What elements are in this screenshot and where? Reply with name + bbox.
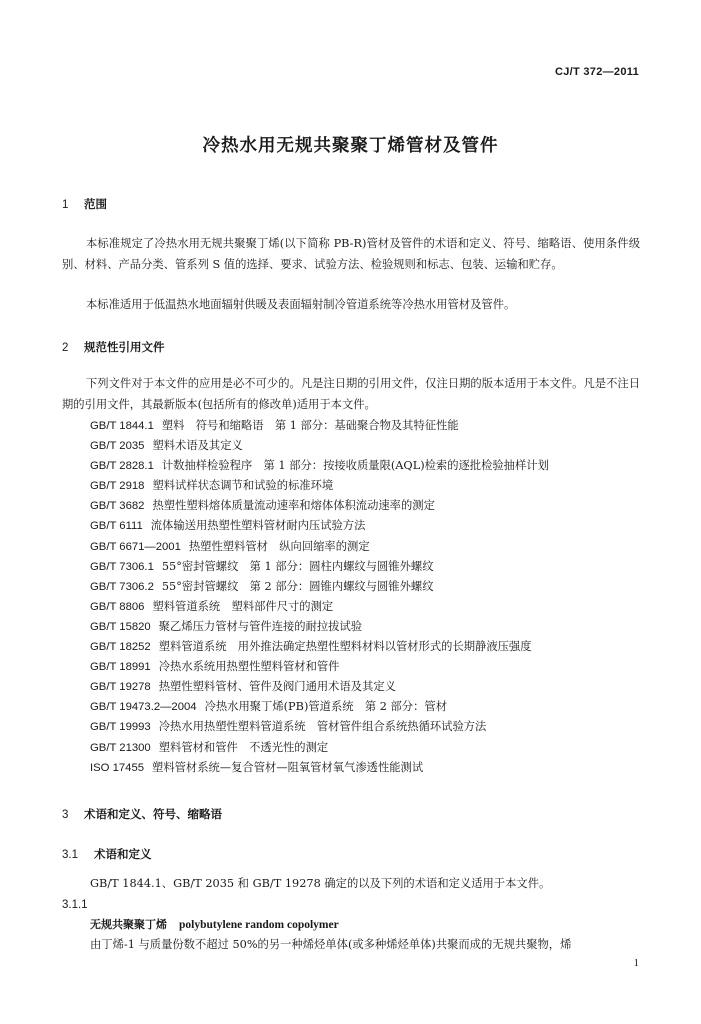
section-3-1-number: 3.1 [62,849,78,861]
reference-code: GB/T 6671—2001 [90,540,181,553]
section-2-number: 2 [62,342,69,354]
section-1-title: 范围 [84,197,107,211]
reference-code: GB/T 19473.2—2004 [90,701,197,714]
reference-title: 塑料管道系统 塑料部件尺寸的测定 [152,599,334,613]
section-1-paragraph-2: 本标准适用于低温热水地面辐射供暖及表面辐射制冷管道系统等冷热水用管材及管件。 [86,298,516,311]
reference-title: 热塑性塑料管材 纵向回缩率的测定 [188,539,370,553]
section-1-number: 1 [62,199,69,211]
reference-title: 流体输送用热塑性塑料管材耐内压试验方法 [150,519,366,533]
reference-code: GB/T 15820 [90,620,151,633]
reference-code: ISO 17455 [90,761,145,774]
reference-item [90,717,549,737]
section-3-1-intro: GB/T 1844.1、GB/T 2035 和 GB/T 19278 确定的以及下列的术语和定义适用于本文件。 [90,877,551,890]
reference-title: 冷热水用聚丁烯(PB)管道系统 第 2 部分：管材 [204,700,447,714]
section-3-1-heading [62,846,152,862]
section-2-intro: 下列文件对于本文件的应用是必不可少的。凡是注日期的引用文件，仅注日期的版本适用于本文件。凡是不注日期的引用文件，其最新版本(包括所有的修改单)适用于本文件。 [62,377,640,411]
reference-title: 塑料术语及其定义 [152,439,243,453]
section-3-1-1-number: 3.1.1 [62,899,88,911]
reference-item [90,597,549,617]
section-3-number: 3 [62,809,69,821]
section-3-title: 术语和定义、符号、缩略语 [84,807,222,821]
reference-item [90,677,549,697]
standard-code: CJ/T 372—2011 [554,66,639,78]
reference-title: 热塑性塑料熔体质量流动速率和熔体体积流动速率的测定 [152,499,435,513]
document-title: 冷热水用无规共聚聚丁烯管材及管件 [202,136,499,156]
reference-code: GB/T 2918 [90,480,145,493]
reference-list [90,416,549,778]
section-3-1-title: 术语和定义 [94,847,152,861]
reference-item [90,617,549,637]
reference-item [90,637,549,657]
term-english: polybutylene random copolymer [179,919,339,931]
term-chinese: 无规共聚聚丁烯 [90,918,167,931]
reference-item [90,758,549,778]
reference-item [90,456,549,476]
reference-code: GB/T 3682 [90,500,145,513]
reference-code: GB/T 21300 [90,741,151,754]
reference-title: 计数抽样检验程序 第 1 部分：按接收质量限(AQL)检索的逐批检验抽样计划 [161,459,549,473]
reference-item [90,516,549,536]
reference-title: 冷热水系统用热塑性塑料管材和管件 [158,660,340,674]
section-2-title: 规范性引用文件 [84,340,165,354]
reference-item [90,436,549,456]
reference-code: GB/T 18252 [90,641,151,654]
reference-title: 55°密封管螺纹 第 1 部分：圆柱内螺纹与圆锥外螺纹 [161,559,434,573]
reference-item [90,697,549,717]
reference-item [90,738,549,758]
reference-title: 冷热水用热塑性塑料管道系统 管材管件组合系统热循环试验方法 [158,720,487,734]
page-number: 1 [633,957,639,969]
reference-title: 热塑性塑料管材、管件及阀门通用术语及其定义 [158,680,396,694]
reference-code: GB/T 19993 [90,721,151,734]
reference-title: 塑料试样状态调节和试验的标准环境 [152,479,334,493]
section-1-paragraph-1: 本标准规定了冷热水用无规共聚聚丁烯(以下简称 PB-R)管材及管件的术语和定义、符号、缩略语、使用条件级别、材料、产品分类、管系列 S 值的选择、要求、试验方法、检验规则和标志、包装、运输和贮存。 [62,237,640,271]
reference-title: 55°密封管螺纹 第 2 部分：圆锥内螺纹与圆锥外螺纹 [161,579,434,593]
reference-code: GB/T 19278 [90,681,151,694]
reference-code: GB/T 2828.1 [90,460,154,473]
reference-title: 塑料 符号和缩略语 第 1 部分：基础聚合物及其特征性能 [161,419,459,432]
reference-item [90,577,549,597]
reference-item [90,557,549,577]
reference-item [90,537,549,557]
reference-item [90,496,549,516]
reference-title: 塑料管材系统—复合管材—阻氧管材氧气渗透性能测试 [152,760,424,774]
reference-code: GB/T 8806 [90,600,145,613]
reference-code: GB/T 7306.1 [90,560,154,573]
section-3-heading [62,806,222,822]
section-1-heading [62,196,107,212]
reference-title: 塑料管材和管件 不透光性的测定 [158,740,329,754]
reference-code: GB/T 6111 [90,520,143,533]
reference-title: 塑料管道系统 用外推法确定热塑性塑料材料以管材形式的长期静液压强度 [158,640,532,654]
reference-item [90,416,549,436]
reference-item [90,476,549,496]
section-2-heading [62,339,165,355]
reference-code: GB/T 18991 [90,661,151,674]
term-definition: 由丁烯-1 与质量份数不超过 50%的另一种烯烃单体(或多种烯烃单体)共聚而成的无规共聚物，烯 [90,938,572,951]
reference-item [90,657,549,677]
reference-code: GB/T 7306.2 [90,580,154,593]
section-3-1-1-heading [62,897,94,911]
term-line [90,916,339,932]
reference-code: GB/T 1844.1 [90,420,154,432]
reference-code: GB/T 2035 [90,440,145,453]
reference-title: 聚乙烯压力管材与管件连接的耐拉拔试验 [158,619,363,633]
